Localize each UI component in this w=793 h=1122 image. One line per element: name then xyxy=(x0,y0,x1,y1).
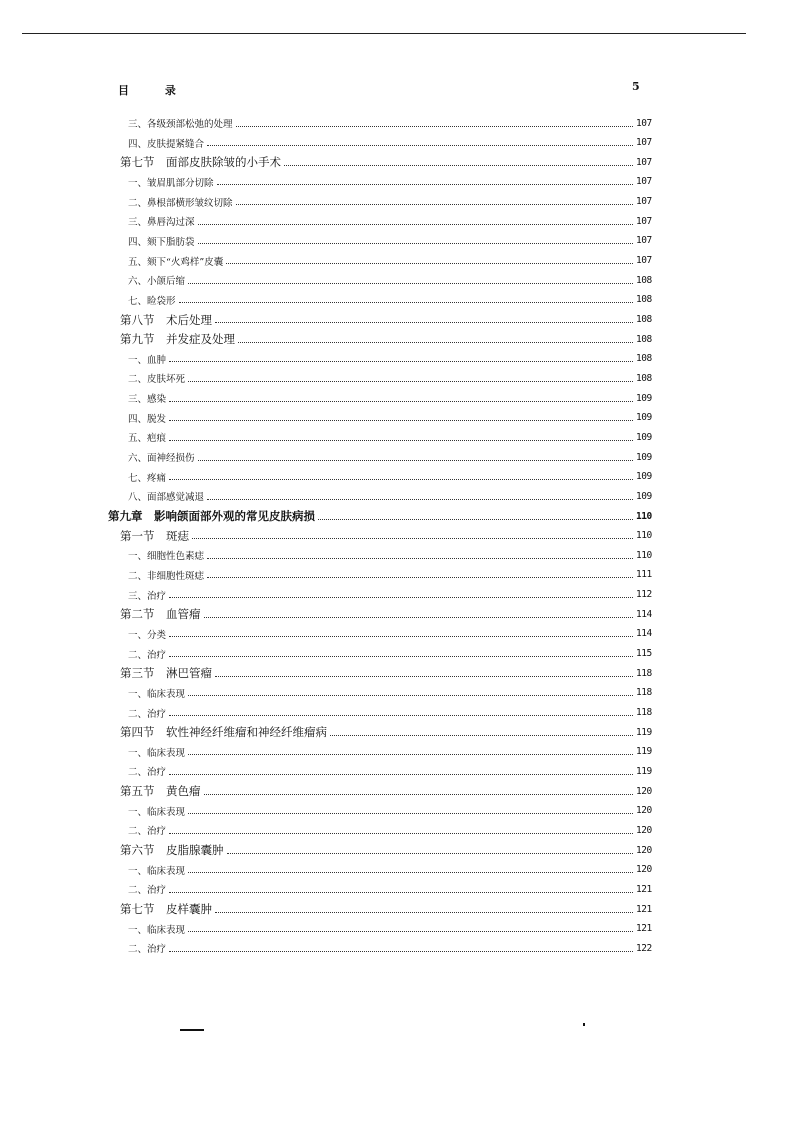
toc-entry-title: 二、治疗 xyxy=(128,767,167,779)
toc-entry-page: 108 xyxy=(636,333,652,345)
toc-item xyxy=(0,271,793,289)
toc-entry-title: 三、各级颈部松弛的处理 xyxy=(128,119,233,130)
toc-entry-page: 110 xyxy=(636,549,652,561)
dot-leader xyxy=(198,224,633,225)
dot-leader xyxy=(169,774,633,775)
toc-item xyxy=(0,546,793,564)
toc-entry-title: 二、治疗 xyxy=(128,826,167,838)
toc-entry-page: 114 xyxy=(636,628,652,640)
toc-entry-title: 五、疤痕 xyxy=(128,433,167,445)
toc-entry-title: 三、鼻唇沟过深 xyxy=(128,217,195,229)
toc-item xyxy=(0,625,793,643)
toc-entry-page: 109 xyxy=(636,451,652,463)
toc-entry-title: 第七节 皮样囊肿 xyxy=(120,902,212,916)
toc-entry-title: 三、治疗 xyxy=(128,590,167,602)
toc-entry-page: 108 xyxy=(636,353,652,365)
toc-entry-title: 六、小颌后缩 xyxy=(128,276,186,288)
dot-leader xyxy=(169,636,633,637)
toc-entry-title: 三、感染 xyxy=(128,394,167,406)
dot-leader xyxy=(198,243,633,244)
toc-entry-title: 四、皮肤提紧缝合 xyxy=(128,138,205,150)
toc-entry-page: 110 xyxy=(636,510,652,522)
toc-entry-page: 120 xyxy=(636,844,652,856)
dot-leader xyxy=(207,145,633,146)
toc-entry-page: 118 xyxy=(636,707,652,718)
dot-leader xyxy=(169,892,633,893)
toc-item xyxy=(0,487,793,505)
toc-entry-page: 110 xyxy=(636,530,652,542)
toc-entry-title: 一、血肿 xyxy=(128,354,167,366)
dot-leader xyxy=(169,597,633,598)
toc-entry-page: 109 xyxy=(636,471,652,483)
dot-leader xyxy=(215,676,633,677)
toc-item xyxy=(0,566,793,584)
dot-leader xyxy=(284,165,633,166)
toc-entry-page: 107 xyxy=(636,176,652,188)
dot-leader xyxy=(188,872,633,873)
dot-leader xyxy=(236,126,633,127)
toc-section xyxy=(0,527,793,545)
toc-section xyxy=(0,605,793,623)
toc-item xyxy=(0,428,793,446)
dot-leader xyxy=(169,361,633,362)
toc-entry-title: 七、疼痛 xyxy=(128,472,167,484)
toc-section xyxy=(0,723,793,741)
toc-entry-title: 四、颏下脂肪袋 xyxy=(128,236,195,248)
dot-leader xyxy=(169,420,633,421)
toc-item xyxy=(0,114,793,132)
dot-leader xyxy=(330,735,633,736)
toc-entry-title: 第四节 软性神经纤维瘤和神经纤维瘤病 xyxy=(120,725,327,740)
dot-leader xyxy=(215,322,633,323)
toc-entry-page: 108 xyxy=(636,372,652,384)
toc-entry-title: 二、治疗 xyxy=(128,708,167,720)
toc-item xyxy=(0,369,793,387)
dot-leader xyxy=(188,813,633,814)
toc-item xyxy=(0,448,793,466)
toc-entry-title: 一、临床表现 xyxy=(128,865,186,877)
dot-leader xyxy=(236,204,633,205)
toc-item xyxy=(0,389,793,407)
toc-entry-title: 一、临床表现 xyxy=(128,806,186,818)
dot-leader xyxy=(188,754,633,755)
dot-leader xyxy=(169,951,633,952)
toc-entry-title: 六、面神经损伤 xyxy=(128,453,195,465)
toc-item xyxy=(0,291,793,309)
toc-item xyxy=(0,212,793,230)
toc-item xyxy=(0,645,793,663)
toc-entry-page: 121 xyxy=(636,903,652,915)
toc-item xyxy=(0,861,793,879)
dot-leader xyxy=(188,695,633,696)
toc-item xyxy=(0,743,793,761)
toc-entry-title: 四、脱发 xyxy=(128,413,167,425)
toc-entry-title: 一、临床表现 xyxy=(128,688,186,700)
toc-entry-title: 八、面部感觉减退 xyxy=(128,492,205,504)
toc-item xyxy=(0,821,793,839)
toc-entry-page: 107 xyxy=(636,117,652,129)
toc-entry-title: 一、临床表现 xyxy=(128,747,186,759)
toc-entry-page: 107 xyxy=(636,156,652,168)
dot-leader xyxy=(198,460,633,461)
toc-entry-title: 第六节 皮脂腺囊肿 xyxy=(120,843,224,858)
toc-item xyxy=(0,252,793,270)
toc-entry-page: 112 xyxy=(636,589,652,601)
dot-leader xyxy=(169,715,633,716)
toc-entry-page: 120 xyxy=(636,824,652,836)
dot-leader xyxy=(179,302,633,303)
toc-entry-page: 120 xyxy=(636,864,652,876)
toc-entry-title: 二、治疗 xyxy=(128,944,167,956)
dot-leader xyxy=(169,833,633,834)
dot-leader xyxy=(169,656,633,657)
toc-entry-page: 118 xyxy=(636,667,652,679)
toc-item xyxy=(0,762,793,780)
page-number: 5 xyxy=(632,80,640,93)
toc-item xyxy=(0,468,793,486)
toc-entry-page: 120 xyxy=(636,785,652,797)
toc-item xyxy=(0,173,793,191)
toc-section xyxy=(0,841,793,859)
toc-item xyxy=(0,880,793,898)
toc-chapter xyxy=(0,507,793,525)
toc-entry-title: 第三节 淋巴管瘤 xyxy=(120,666,212,681)
toc-entry-title: 二、治疗 xyxy=(128,885,167,897)
toc-section xyxy=(0,664,793,682)
toc-entry-page: 109 xyxy=(636,412,652,424)
toc-entry-page: 109 xyxy=(636,431,652,443)
toc-entry-page: 120 xyxy=(636,805,652,817)
toc-entry-title: 一、分类 xyxy=(128,629,167,641)
dot-leader xyxy=(188,283,633,284)
toc-entry-page: 115 xyxy=(636,648,652,660)
dot-leader xyxy=(169,401,633,402)
running-header-title: 目 录 xyxy=(118,84,192,97)
toc-entry-page: 118 xyxy=(636,687,652,699)
toc-entry-title: 第九节 并发症及处理 xyxy=(120,332,235,347)
toc-item xyxy=(0,134,793,152)
toc-entry-page: 114 xyxy=(636,608,652,620)
toc-section xyxy=(0,782,793,800)
toc-entry-title: 一、临床表现 xyxy=(128,924,186,936)
toc-entry-page: 108 xyxy=(636,314,652,325)
toc-section xyxy=(0,153,793,171)
toc-entry-page: 121 xyxy=(636,923,652,935)
toc-entry-page: 107 xyxy=(636,235,652,247)
toc-entry-page: 107 xyxy=(636,137,652,149)
dot-leader xyxy=(169,440,633,441)
toc-item xyxy=(0,939,793,957)
dot-leader xyxy=(215,912,633,913)
toc-entry-page: 107 xyxy=(636,215,652,227)
toc-entry-page: 119 xyxy=(636,746,652,758)
print-mark xyxy=(180,1029,204,1031)
dot-leader xyxy=(207,558,633,559)
toc-entry-title: 第一节 斑痣 xyxy=(120,528,189,543)
toc-item xyxy=(0,704,793,722)
toc-entry-page: 108 xyxy=(636,274,652,286)
toc-entry-title: 第八节 术后处理 xyxy=(120,312,212,327)
toc-entry-title: 第二节 血管瘤 xyxy=(120,607,201,622)
toc-entry-page: 122 xyxy=(636,942,652,954)
toc-item xyxy=(0,409,793,427)
toc-item xyxy=(0,586,793,604)
toc-item xyxy=(0,193,793,211)
toc-entry-page: 107 xyxy=(636,196,652,208)
toc-entry-title: 二、皮肤坏死 xyxy=(128,374,186,386)
dot-leader xyxy=(192,538,633,539)
toc-entry-page: 107 xyxy=(636,255,652,267)
toc-item xyxy=(0,684,793,702)
dot-leader xyxy=(226,263,633,264)
toc-item xyxy=(0,350,793,368)
top-rule xyxy=(22,33,746,34)
toc-entry-title: 第七节 面部皮肤除皱的小手术 xyxy=(120,155,281,170)
dot-leader xyxy=(188,381,633,382)
toc-entry-title: 二、非细胞性斑痣 xyxy=(128,570,205,582)
toc-section xyxy=(0,900,793,918)
dot-leader xyxy=(318,519,633,520)
toc-entry-title: 第五节 黄色瘤 xyxy=(120,784,201,799)
toc-entry-page: 109 xyxy=(636,392,652,404)
toc-entry-page: 119 xyxy=(636,726,652,738)
dot-leader xyxy=(169,479,633,480)
toc-entry-title: 一、细胞性色素痣 xyxy=(128,551,205,563)
dot-leader xyxy=(217,184,633,185)
toc-item xyxy=(0,232,793,250)
dot-leader xyxy=(207,577,633,578)
dot-leader xyxy=(227,853,634,854)
toc-item xyxy=(0,920,793,938)
dot-leader xyxy=(188,931,633,932)
toc-item xyxy=(0,802,793,820)
toc-entry-page: 121 xyxy=(636,883,652,895)
dot-leader xyxy=(204,617,634,618)
dot-leader xyxy=(204,794,634,795)
dot-leader xyxy=(207,499,633,500)
toc-entry-page: 111 xyxy=(636,569,652,581)
toc-section xyxy=(0,330,793,348)
toc-entry-page: 119 xyxy=(636,765,652,777)
toc-entry-title: 二、鼻根部横形皱纹切除 xyxy=(128,197,233,209)
toc-entry-page: 109 xyxy=(636,490,652,502)
print-mark xyxy=(583,1023,585,1026)
toc-entry-page: 108 xyxy=(636,294,652,306)
toc-entry-title: 五、颏下“火鸡样”皮囊 xyxy=(128,256,224,268)
toc-entry-title: 第九章 影响颌面部外观的常见皮肤病损 xyxy=(108,509,315,523)
dot-leader xyxy=(238,342,633,343)
toc-entry-title: 七、睑袋形 xyxy=(128,295,176,307)
toc-entry-title: 一、皱眉肌部分切除 xyxy=(128,177,214,189)
toc-section xyxy=(0,311,793,329)
toc-entry-title: 二、治疗 xyxy=(128,649,167,661)
